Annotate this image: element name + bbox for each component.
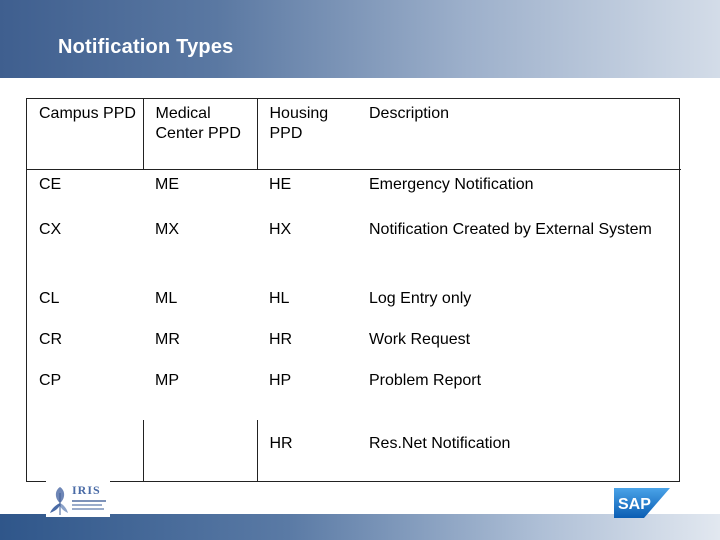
table-row	[27, 325, 681, 366]
cell-campus: CP	[39, 372, 62, 389]
table-row	[27, 284, 681, 325]
header-description: Description	[357, 99, 681, 169]
cell-medical: MX	[155, 221, 179, 238]
header-medical-center-ppd: Medical Center PPD	[143, 99, 257, 169]
iris-logo-text: IRIS	[72, 483, 101, 497]
cell-medical: ML	[155, 290, 178, 307]
cell-description: Work Request	[369, 331, 471, 348]
cell-medical: MP	[155, 372, 179, 389]
cell-housing: HL	[269, 290, 290, 307]
cell-housing: HP	[269, 372, 292, 389]
cell-campus: CE	[39, 175, 62, 193]
footer-band	[0, 514, 720, 540]
cell-description: Notification Created by External System	[369, 221, 652, 238]
cell-medical	[143, 420, 257, 481]
sap-logo-icon	[614, 488, 670, 518]
cell-description: Problem Report	[369, 372, 482, 389]
table-row	[27, 169, 681, 215]
cell-description: Log Entry only	[369, 290, 472, 307]
cell-campus: CL	[39, 290, 60, 307]
cell-campus: CR	[39, 331, 63, 348]
cell-housing: HE	[269, 175, 292, 193]
sap-logo-text: SAP	[618, 496, 651, 513]
slide-title: Notification Types	[58, 36, 234, 58]
notification-types-table	[26, 98, 680, 482]
cell-description: Res.Net Notification	[369, 435, 511, 452]
table-row	[27, 215, 681, 284]
table-row	[27, 366, 681, 420]
cell-medical: MR	[155, 331, 180, 348]
table-row	[27, 420, 681, 481]
cell-description: Emergency Notification	[369, 175, 534, 193]
cell-medical: ME	[155, 175, 179, 193]
cell-housing: HR	[269, 331, 293, 348]
cell-campus	[27, 420, 143, 481]
cell-housing: HR	[269, 435, 293, 452]
cell-campus: CX	[39, 221, 62, 238]
header-housing-ppd: Housing PPD	[257, 99, 357, 169]
table-header-row	[27, 99, 681, 169]
cell-housing: HX	[269, 221, 292, 238]
header-campus-ppd: Campus PPD	[27, 99, 143, 169]
